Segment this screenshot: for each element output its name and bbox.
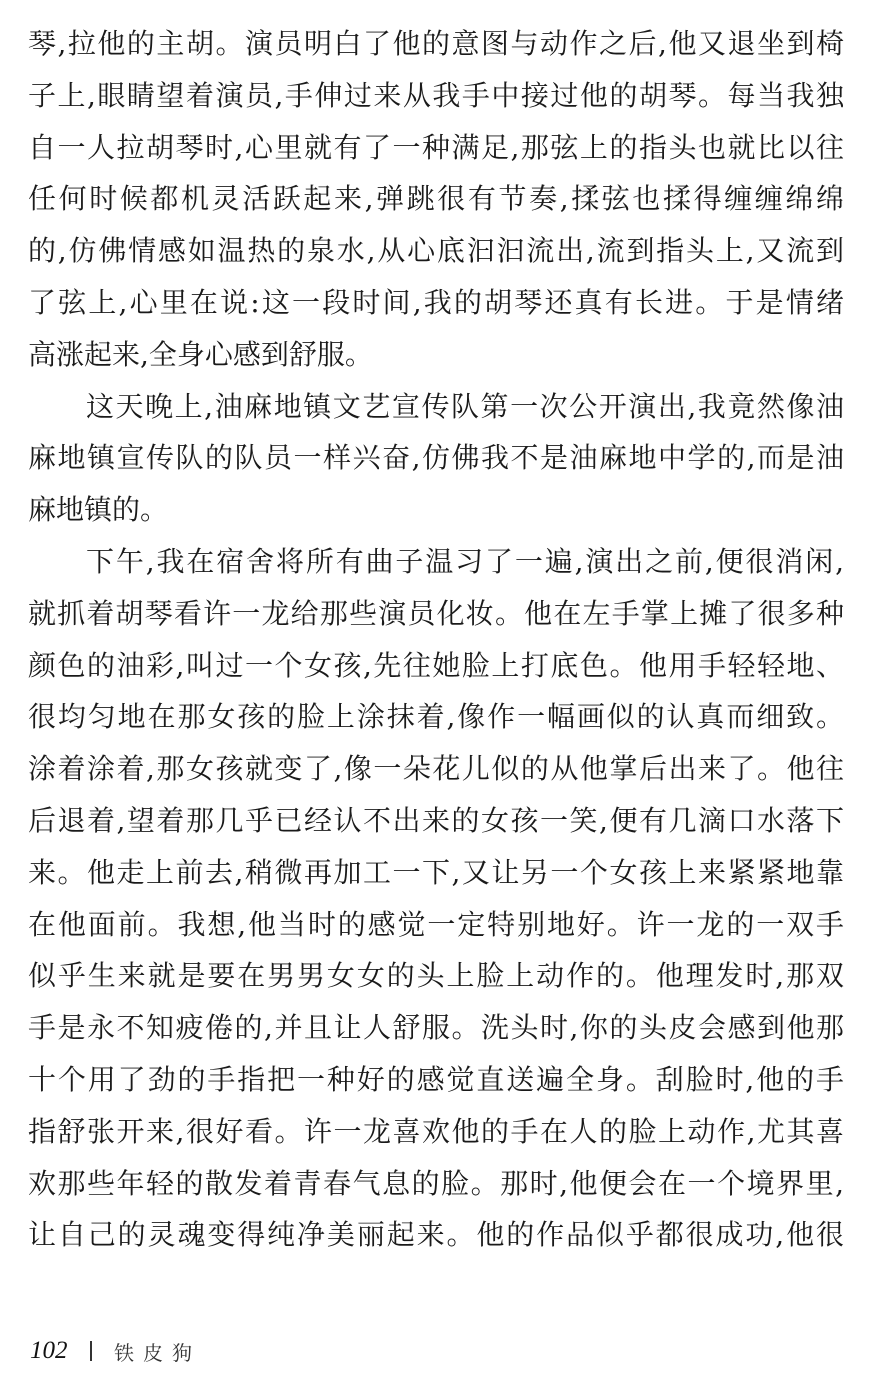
- text-line: 欢那些年轻的散发着青春气息的脸。那时,他便会在一个境界里,: [28, 1166, 844, 1200]
- text-line: 在他面前。我想,他当时的感觉一定特别地好。许一龙的一双手: [28, 907, 844, 941]
- text-line: 涂着涂着,那女孩就变了,像一朵花儿似的从他掌后出来了。他往: [28, 752, 844, 786]
- page-body: [28, 18, 844, 1261]
- page-number: 102: [30, 1337, 68, 1364]
- text-line: 高涨起来,全身心感到舒服。: [28, 337, 373, 371]
- text-line: 麻地镇宣传队的队员一样兴奋,仿佛我不是油麻地中学的,而是油: [28, 441, 844, 475]
- text-line: 来。他走上前去,稍微再加工一下,又让另一个女孩上来紧紧地靠: [28, 855, 844, 889]
- text-line: 指舒张开来,很好看。许一龙喜欢他的手在人的脸上动作,尤其喜: [28, 1114, 844, 1148]
- text-line: 下午,我在宿舍将所有曲子温习了一遍,演出之前,便很消闲,: [86, 544, 844, 578]
- text-line: 很均匀地在那女孩的脸上涂抹着,像作一幅画似的认真而细致。: [28, 700, 844, 734]
- text-line: 就抓着胡琴看许一龙给那些演员化妆。他在左手掌上摊了很多种: [28, 596, 844, 630]
- text-line: 的,仿佛情感如温热的泉水,从心底汩汩流出,流到指头上,又流到: [28, 234, 844, 268]
- text-line: 这天晚上,油麻地镇文艺宣传队第一次公开演出,我竟然像油: [86, 389, 844, 423]
- text-line: 手是永不知疲倦的,并且让人舒服。洗头时,你的头皮会感到他那: [28, 1011, 844, 1045]
- text-line: 十个用了劲的手指把一种好的感觉直送遍全身。刮脸时,他的手: [28, 1062, 844, 1096]
- text-line: 似乎生来就是要在男男女女的头上脸上动作的。他理发时,那双: [28, 959, 844, 993]
- text-line: 颜色的油彩,叫过一个女孩,先往她脸上打底色。他用手轻轻地、: [28, 648, 844, 682]
- text-line: 自一人拉胡琴时,心里就有了一种满足,那弦上的指头也就比以往: [28, 130, 844, 164]
- text-line: 麻地镇的。: [28, 493, 169, 527]
- page-footer: [30, 1333, 201, 1369]
- text-line: 后退着,望着那几乎已经认不出来的女孩一笑,便有几滴口水落下: [28, 803, 844, 837]
- text-line: 了弦上,心里在说:这一段时间,我的胡琴还真有长进。于是情绪: [28, 285, 844, 319]
- text-line: 子上,眼睛望着演员,手伸过来从我手中接过他的胡琴。每当我独: [28, 78, 844, 112]
- book-title: 铁皮狗: [114, 1340, 201, 1365]
- footer-separator: [90, 1341, 92, 1361]
- text-line: 让自己的灵魂变得纯净美丽起来。他的作品似乎都很成功,他很: [28, 1218, 844, 1252]
- text-line: 任何时候都机灵活跃起来,弹跳很有节奏,揉弦也揉得缠缠绵绵: [28, 182, 844, 216]
- text-line: 琴,拉他的主胡。演员明白了他的意图与动作之后,他又退坐到椅: [28, 27, 844, 60]
